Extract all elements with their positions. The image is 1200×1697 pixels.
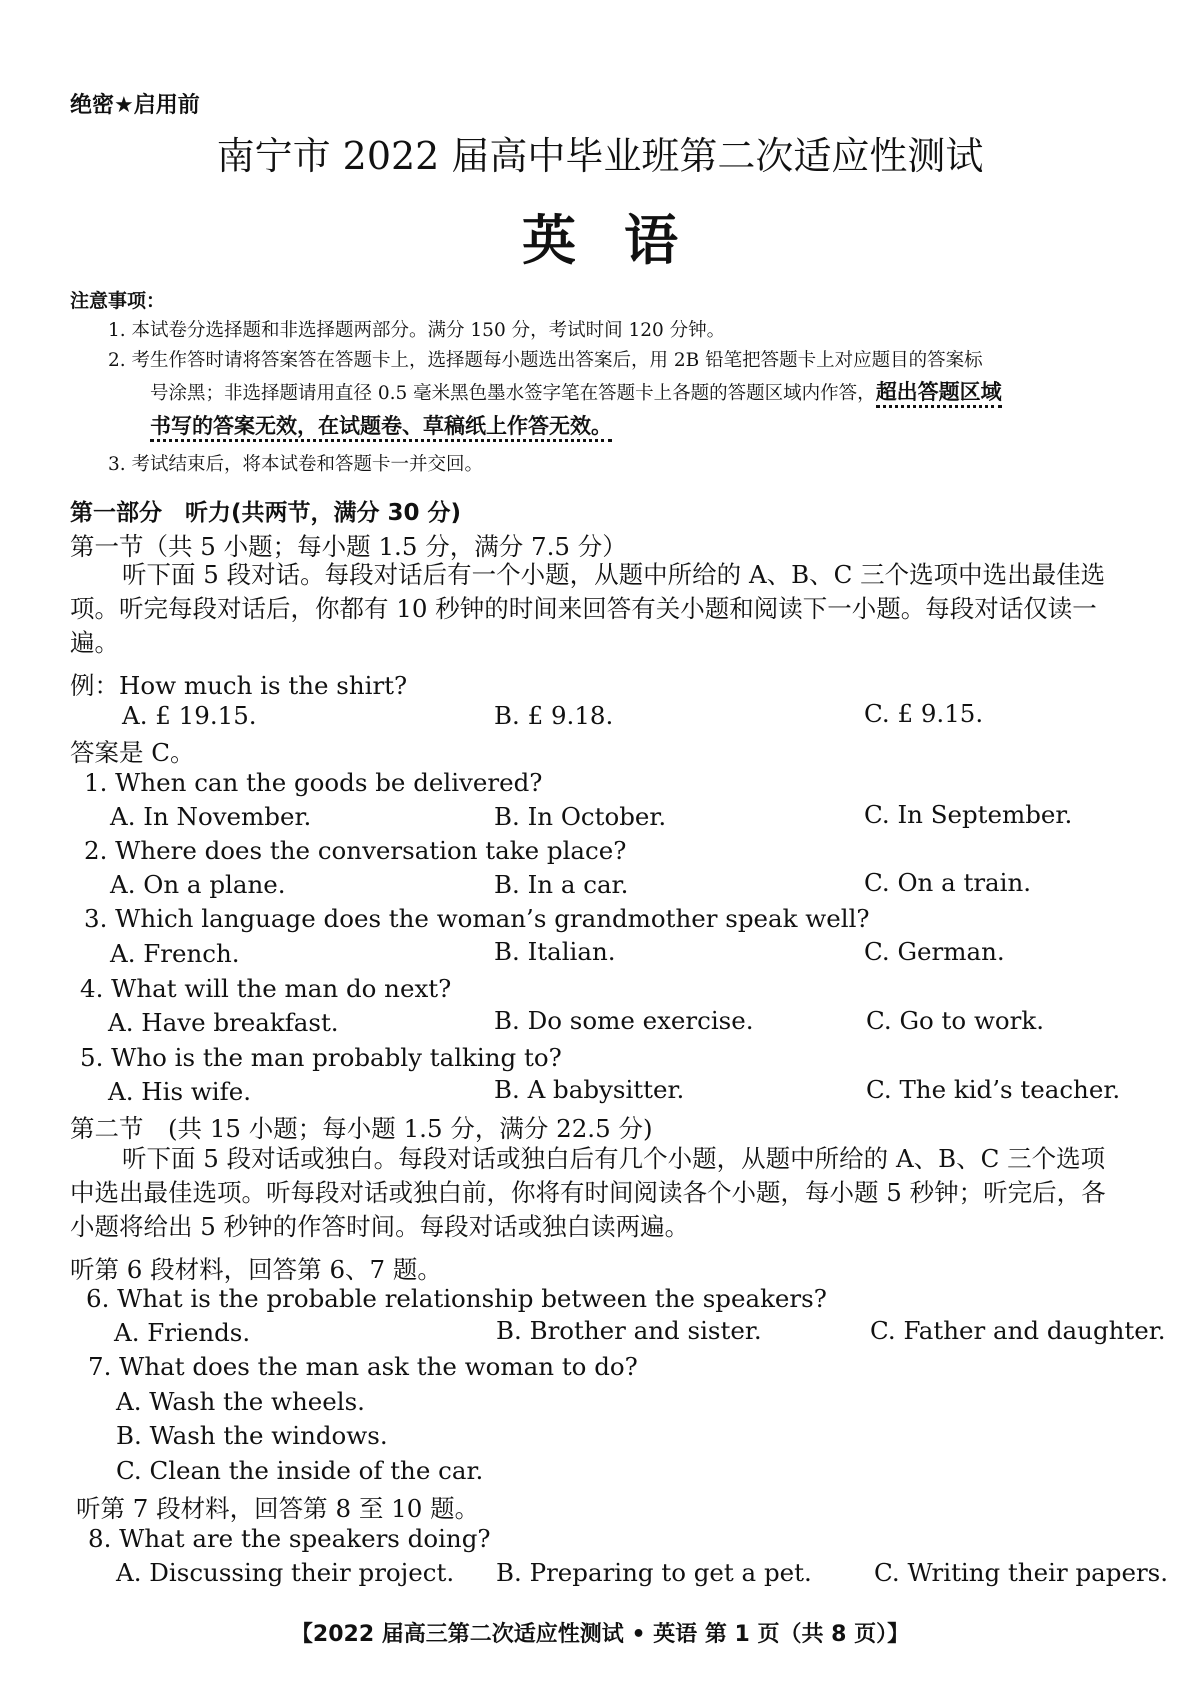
question-1-option-c: C. In September.	[864, 800, 1073, 829]
exam-title: 南宁市 2022 届高中毕业班第二次适应性测试	[216, 134, 984, 178]
question-5: 5. Who is the man probably talking to?	[80, 1043, 562, 1072]
question-7-option-a: A. Wash the wheels.	[116, 1387, 365, 1416]
section-2-heading: 第二节 (共 15 小题；每小题 1.5 分，满分 22.5 分)	[70, 1114, 653, 1143]
example-option-b: B. £ 9.18.	[494, 701, 614, 730]
notice-heading: 注意事项：	[70, 290, 166, 312]
question-2-option-b: B. In a car.	[494, 870, 629, 899]
question-8-option-b: B. Preparing to get a pet.	[496, 1558, 812, 1587]
notice-item-3: 3. 考试结束后，将本试卷和答题卡一并交回。	[108, 454, 484, 475]
question-3-option-a: A. French.	[110, 939, 240, 968]
confidential-label: 绝密★启用前	[70, 93, 200, 118]
question-4-option-b: B. Do some exercise.	[494, 1006, 754, 1035]
notice-item-2-line-2	[150, 376, 1002, 406]
question-4: 4. What will the man do next?	[80, 974, 452, 1003]
question-7-option-c: C. Clean the inside of the car.	[116, 1456, 484, 1485]
question-7: 7. What does the man ask the woman to do?	[88, 1352, 638, 1381]
question-6: 6. What is the probable relationship between the speakers?	[86, 1284, 827, 1313]
material-6-instruction: 听第 6 段材料，回答第 6、7 题。	[70, 1255, 442, 1284]
question-5-option-b: B. A babysitter.	[494, 1075, 685, 1104]
notice-emphasis-2: 书写的答案无效，在试题卷、草稿纸上作答无效。	[150, 414, 612, 442]
example-option-c: C. £ 9.15.	[864, 699, 984, 728]
part-1-heading: 第一部分 听力(共两节，满分 30 分)	[70, 500, 462, 526]
question-2-option-c: C. On a train.	[864, 868, 1032, 897]
material-7-instruction: 听第 7 段材料，回答第 8 至 10 题。	[76, 1494, 480, 1523]
example-question: 例：How much is the shirt?	[70, 671, 408, 700]
notice-item-2-text: 号涂黑；非选择题请用直径 0.5 毫米黑色墨水签字笔在答题卡上各题的答题区域内作答，	[150, 383, 876, 404]
question-5-option-a: A. His wife.	[108, 1077, 251, 1106]
section-1-instructions: 听下面 5 段对话。每段对话后有一个小题，从题中所给的 A、B、C 三个选项中选出最佳选项。听完每段对话后，你都有 10 秒钟的时间来回答有关小题和阅读下一小题。每段对话仅读一遍。	[70, 560, 1106, 657]
question-8: 8. What are the speakers doing?	[88, 1524, 491, 1553]
question-6-option-c: C. Father and daughter.	[870, 1316, 1166, 1345]
notice-item-2-line-1: 2. 考生作答时请将答案答在答题卡上，选择题每小题选出答案后，用 2B 铅笔把答题卡上对应题目的答案标	[108, 350, 983, 371]
question-3-option-b: B. Italian.	[494, 937, 616, 966]
question-1-option-b: B. In October.	[494, 802, 667, 831]
section-1-heading: 第一节（共 5 小题；每小题 1.5 分，满分 7.5 分）	[70, 532, 627, 561]
question-1: 1. When can the goods be delivered?	[84, 768, 543, 797]
notice-item-2-line-3	[150, 410, 612, 440]
question-2: 2. Where does the conversation take place?	[84, 836, 627, 865]
subject-title: 英语	[522, 209, 726, 272]
notice-emphasis-1: 超出答题区域	[876, 380, 1002, 408]
question-3: 3. Which language does the woman’s grandmother speak well?	[84, 904, 870, 933]
question-5-option-c: C. The kid’s teacher.	[866, 1075, 1121, 1104]
question-7-option-b: B. Wash the windows.	[116, 1421, 388, 1450]
question-8-option-a: A. Discussing their project.	[116, 1558, 455, 1587]
question-1-option-a: A. In November.	[110, 802, 312, 831]
question-3-option-c: C. German.	[864, 937, 1005, 966]
section-2-instructions: 听下面 5 段对话或独白。每段对话或独白后有几个小题，从题中所给的 A、B、C 三个选项中选出最佳选项。听每段对话或独白前，你将有时间阅读各个小题，每小题 5 秒钟；听完后，各小题将给出 5 秒钟的作答时间。每段对话或独白读两遍。	[70, 1144, 1106, 1241]
question-2-option-a: A. On a plane.	[110, 870, 286, 899]
notice-item-1: 1. 本试卷分选择题和非选择题两部分。满分 150 分，考试时间 120 分钟。	[108, 320, 726, 341]
page-footer: 【2022 届高三第二次适应性测试 • 英语 第 1 页（共 8 页）】	[290, 1622, 910, 1647]
question-4-option-a: A. Have breakfast.	[108, 1008, 339, 1037]
example-option-a: A. £ 19.15.	[122, 701, 257, 730]
question-6-option-b: B. Brother and sister.	[496, 1316, 762, 1345]
question-6-option-a: A. Friends.	[114, 1318, 251, 1347]
question-8-option-c: C. Writing their papers.	[874, 1558, 1169, 1587]
question-4-option-c: C. Go to work.	[866, 1006, 1045, 1035]
example-answer: 答案是 C。	[70, 738, 195, 767]
